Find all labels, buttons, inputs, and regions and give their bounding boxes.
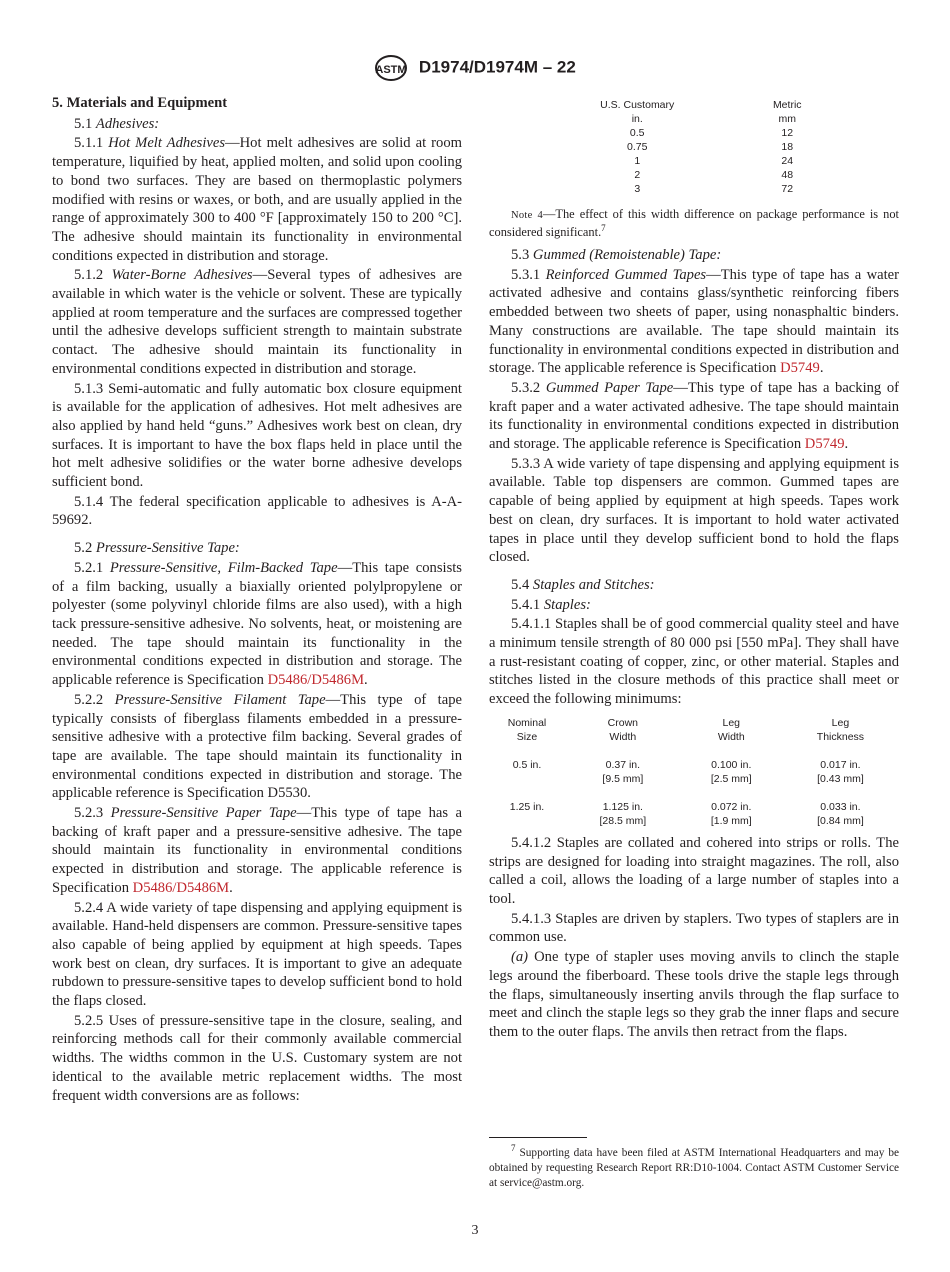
- table-cell: 2: [634, 169, 641, 181]
- section-number: 5.4.1: [511, 596, 541, 613]
- punctuation: .: [819, 360, 824, 377]
- note-text: —The effect of this width difference on package performance is not considered significant.: [489, 207, 899, 239]
- footnote: [489, 1137, 899, 1191]
- table-cell: 72: [781, 183, 794, 195]
- svg-text:ASTM: ASTM: [375, 64, 407, 76]
- table-header: Nominal: [507, 716, 547, 729]
- table-header: U.S. Customary: [600, 99, 675, 111]
- page-header: [0, 54, 950, 82]
- paragraph-text: —This type of tape has a water activated adhesive and contains glass/synthetic reinforcing fibers embedded between two sheets of paper, using nonasphaltic binders. Many constructions are available. The tape should maintain its functionality in environmental conditions expected in distribution and storage. The applicable reference is Specification: [489, 266, 899, 377]
- table-header: Metric: [772, 99, 802, 111]
- reference-link[interactable]: D5749: [804, 436, 845, 453]
- table-cell: 3: [634, 183, 641, 195]
- section-title: Staples and Stitches:: [532, 576, 655, 593]
- table-cell: [2.5 mm]: [710, 772, 752, 785]
- section-title: Adhesives:: [95, 115, 160, 132]
- paragraph-text: —Hot melt adhesives are solid at room temperature, liquified by heat, applied molten, and solid upon cooling to bond two surfaces. They are based on thermoplastic polymers modified with resins or waxes, or both, and are usually applied in the range of approximately 300 to 400 °F [approximately 150 to 200 °C]. The adhesive should maintain its functionality in environmental conditions expected in distribution and storage.: [52, 135, 462, 264]
- paragraph: 5.3.3 A wide variety of tape dispensing and applying equipment is available. Table top dispensers are common. Gummed tapes are capable of being applied by equipment at high speeds. Tapes work best on clean, dry surfaces. It is important to hold water activated tapes in place until they develop sufficient bond to hold the flaps closed.: [489, 455, 899, 566]
- punctuation: .: [229, 879, 233, 896]
- right-column: [489, 94, 899, 1042]
- section-number: 5.3: [511, 247, 530, 263]
- table-row: [529, 182, 829, 196]
- table-cell: 0.100 in.: [711, 758, 752, 771]
- footnote-marker: 7: [511, 1143, 516, 1154]
- width-conversion-table: [529, 98, 829, 196]
- table-header: Crown: [607, 716, 638, 729]
- table-row: [529, 140, 829, 154]
- reference-link[interactable]: D5749: [780, 360, 820, 377]
- table-cell: 0.37 in.: [605, 758, 641, 771]
- table-cell: 48: [781, 169, 794, 181]
- paragraph: 5.2.4 A wide variety of tape dispensing and applying equipment is available. Hand-held dispensers are common. Pressure-sensitive tapes also capable of being applied by equipment at high speeds. Tapes work best on clean, dry surfaces. It is important to give an adequate rubdown to pressure-sensitive tapes to develop sufficient bond to hold the flaps closed.: [52, 899, 462, 1010]
- section-title: Pressure-Sensitive Tape:: [95, 540, 240, 557]
- section-number: 5.3.2: [511, 379, 541, 396]
- paragraph-text: One type of stapler uses moving anvils to clinch the staple legs around the fiberboard. These tools drive the staple legs through the flaps, simultaneously inserting anvils through the flap surface to meet and clinch the staple legs so they grab the inner flaps and secure them to the outer flaps. The anvils then retract from the flaps.: [489, 949, 899, 1040]
- section-number: 5.1: [74, 115, 93, 132]
- table-cell: 0.017 in.: [820, 758, 861, 771]
- table-cell: [0.43 mm]: [817, 772, 864, 785]
- table-header: Width: [609, 730, 637, 743]
- document-designation: D1974/D1974M – 22: [418, 57, 576, 77]
- note-4: [489, 206, 899, 240]
- table-cell: 1.125 in.: [602, 800, 643, 813]
- paragraph-text: —This type of tape has a backing of kraft paper and a pressure-sensitive adhesive. The tape should maintain its functionality in environmental conditions expected in distribution and storage. The applicable reference is Specification: [52, 805, 462, 896]
- section-title: Gummed (Remoistenable) Tape:: [532, 247, 722, 263]
- section-number: 5.2.2: [74, 691, 104, 708]
- reference-link[interactable]: D5486/D5486M: [132, 879, 230, 896]
- footnote-text: Supporting data have been filed at ASTM International Headquarters and may be obtained by requesting Research Report RR:D10-1004. Contact ASTM Customer Service at service@astm.org.: [489, 1147, 899, 1189]
- section-title: Pressure-Sensitive Paper Tape: [110, 805, 297, 822]
- left-column: [52, 94, 462, 1105]
- item-label: (a): [511, 949, 529, 966]
- footnote-divider: [489, 1137, 587, 1138]
- punctuation: .: [364, 672, 368, 689]
- table-header: Width: [717, 730, 745, 743]
- table-row: [529, 154, 829, 168]
- section-number: 5.3.1: [511, 266, 541, 283]
- section-title: Gummed Paper Tape: [545, 379, 674, 396]
- table-cell: 12: [781, 127, 794, 139]
- table-row: [529, 168, 829, 182]
- table-cell: [0.84 mm]: [817, 814, 864, 827]
- paragraph: 5.4.1.3 Staples are driven by staplers. Two types of staplers are in common use.: [489, 910, 899, 946]
- punctuation: .: [844, 436, 849, 453]
- table-cell: 0.5 in.: [512, 758, 542, 771]
- paragraph-text: —Several types of adhesives are available in which water is the vehicle or solvent. These are typically applied at room temperature and the surfaces are compressed together until the adhesive develops sufficient strength to maintain substrate contact. The adhesive should maintain its functionality in environmental conditions expected in distribution and storage.: [52, 267, 462, 377]
- paragraph: 5.1.4 The federal specification applicable to adhesives is A-A-59692.: [52, 493, 462, 529]
- table-header: Leg: [722, 716, 741, 729]
- section-number: 5.2.3: [74, 805, 104, 822]
- reference-link[interactable]: D5486/D5486M: [267, 672, 365, 689]
- section-title: Water-Borne Adhesives: [111, 267, 253, 284]
- section-title: Staples:: [543, 596, 591, 613]
- table-cell: 1.25 in.: [509, 800, 545, 813]
- section-title: Pressure-Sensitive, Film-Backed Tape: [109, 559, 338, 576]
- table-row: [489, 786, 899, 828]
- table-cell: 0.75: [627, 141, 648, 153]
- table-unit: mm: [778, 113, 796, 125]
- table-header: Thickness: [816, 730, 865, 743]
- paragraph-text: —This type of tape typically consists of fiberglass filaments embedded in a pressure-sensitive adhesive with a protective film backing. Several grades of tape are available. The tape should maintain its functionality in environmental conditions expected in distribution and storage. The applicable reference is Specification D5530.: [52, 691, 462, 802]
- staple-minimums-table: [489, 716, 899, 828]
- table-cell: 0.033 in.: [820, 800, 861, 813]
- note-label: Note 4: [511, 210, 544, 221]
- page-number: 3: [471, 1223, 479, 1238]
- paragraph: 5.1.3 Semi-automatic and fully automatic box closure equipment is available for the application of adhesives. Hot melt adhesives are also applied by hand held “guns.” Adhesives work best on clean, dry surfaces. It is important to have the box flaps held in place until the hot melt adhesive solidifies or the water borne adhesive develops sufficient bond.: [52, 380, 462, 491]
- table-cell: [1.9 mm]: [710, 814, 752, 827]
- table-cell: 0.5: [629, 127, 645, 139]
- table-cell: 24: [781, 155, 794, 167]
- table-cell: [9.5 mm]: [602, 772, 644, 785]
- footnote-marker: 7: [601, 222, 606, 233]
- section-number: 5.2.1: [74, 559, 104, 576]
- paragraph: 5.2.5 Uses of pressure-sensitive tape in the closure, sealing, and reinforcing methods call for their commonly available commercial widths. The widths common in the U.S. Customary system are not identical to the available metric replacement widths. The most frequent width conversions are as follows:: [52, 1012, 462, 1104]
- table-header: Size: [516, 730, 538, 743]
- table-cell: 0.072 in.: [711, 800, 752, 813]
- section-number: 5.1.1: [74, 135, 104, 152]
- table-unit: in.: [631, 113, 643, 125]
- section-title: Reinforced Gummed Tapes: [545, 266, 707, 283]
- astm-logo-icon: [374, 54, 408, 82]
- paragraph-text: —This type of tape has a backing of kraft paper and a water activated adhesive. The tape should maintain its functionality in environmental conditions expected in distribution and storage. The applicable reference is Specification: [489, 379, 900, 453]
- table-cell: 1: [634, 155, 641, 167]
- section-number: 5.4: [511, 576, 530, 593]
- paragraph: 5.4.1.1 Staples shall be of good commercial quality steel and have a minimum tensile strength of 80 000 psi [550 mPa]. They shall have a rust-resistant coating of copper, zinc, or other material. Staples and stitches listed in the closure methods of this practice shall meet or exceed the following minimums:: [489, 616, 899, 708]
- table-cell: [28.5 mm]: [599, 814, 647, 827]
- section-number: 5.2: [74, 540, 93, 557]
- paragraph-text: —This tape consists of a film backing, usually a biaxially oriented polylpropylene or polyester (some polyvinyl chloride films are also used), with a high tack pressure-sensitive adhesive. No solvents, heat, or moistening are needed. The tape should maintain its functionality in the environmental conditions expected in distribution and storage. The applicable reference is Specification: [52, 559, 462, 689]
- table-header: Leg: [831, 716, 850, 729]
- table-cell: 18: [781, 141, 794, 153]
- paragraph: 5.4.1.2 Staples are collated and cohered into strips or rolls. The strips are designed for loading into straight magazines. The roll, also called a coil, allows the loading of a large number of staples into a tool.: [489, 834, 899, 907]
- section-title: Pressure-Sensitive Filament Tape: [114, 691, 326, 708]
- section-heading: 5. Materials and Equipment: [52, 95, 228, 111]
- section-title: Hot Melt Adhesives: [108, 135, 226, 152]
- table-row: [489, 744, 899, 786]
- table-row: [529, 126, 829, 140]
- section-number: 5.1.2: [74, 267, 104, 284]
